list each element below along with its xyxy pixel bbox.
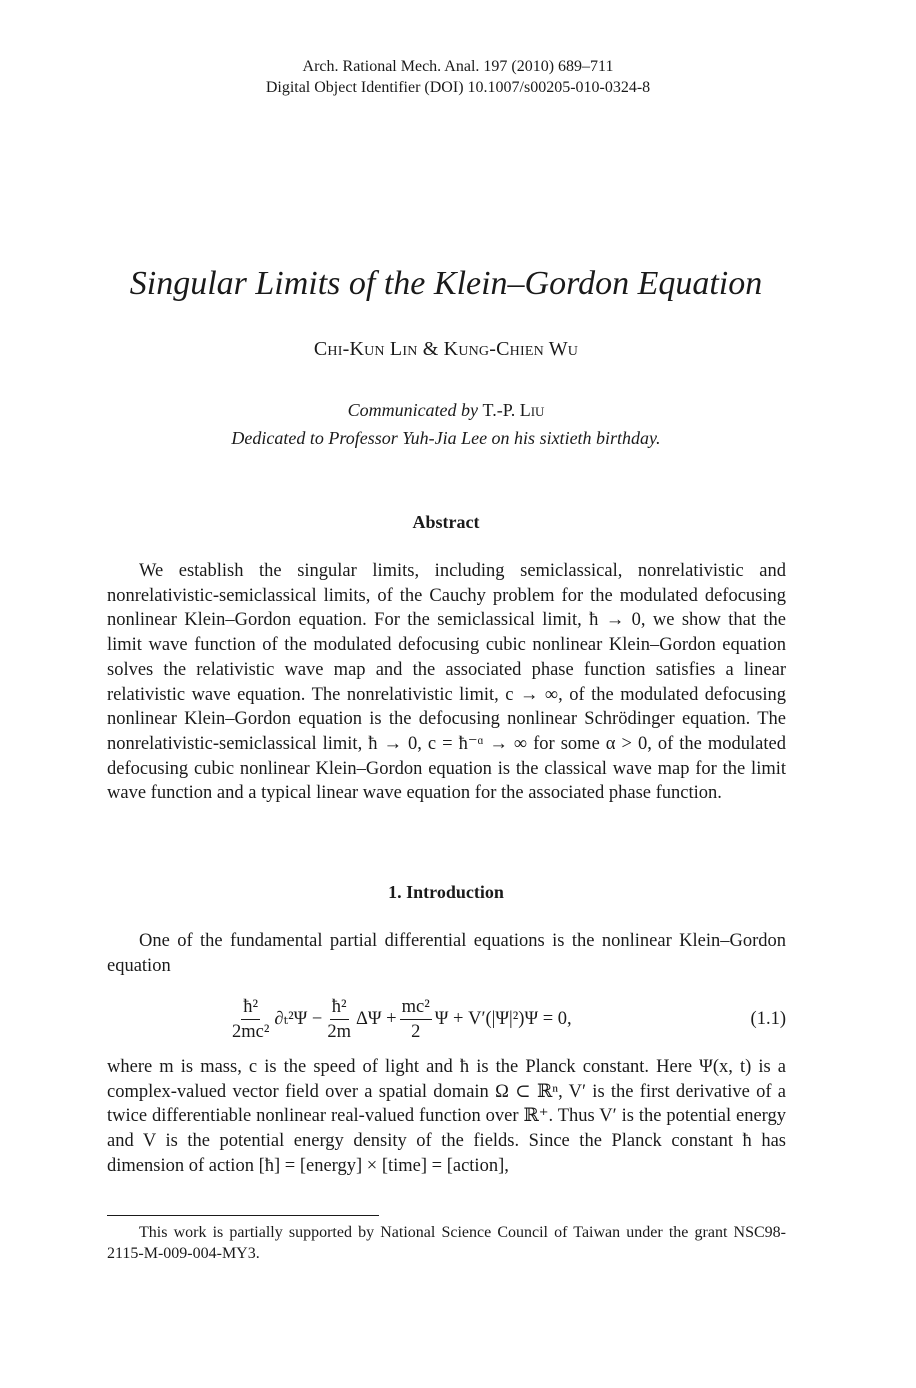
footnote-divider: [107, 1215, 379, 1216]
footnote: This work is partially supported by National Science Council of Taiwan under the grant NSC98-2115-M-009-004-MY3.: [107, 1224, 786, 1262]
fraction-denominator: 2mc²: [232, 1021, 270, 1042]
fraction-hbar-over-2m: [325, 995, 353, 1044]
dedication: Dedicated to Professor Yuh-Jia Lee on his sixtieth birthday.: [231, 428, 661, 448]
doi-line: Digital Object Identifier (DOI) 10.1007/s00205-010-0324-8: [265, 79, 651, 96]
fraction-hbar-over-2mc2: [230, 995, 271, 1044]
introduction-paragraph-1: One of the fundamental partial differential equations is the nonlinear Klein–Gordon equation: [107, 931, 786, 976]
abstract-heading: Abstract: [412, 512, 480, 532]
equation-term: Ψ + V′(|Ψ|²)Ψ = 0,: [434, 1008, 572, 1029]
equation-term: ΔΨ +: [356, 1008, 397, 1029]
equation-body: [227, 990, 572, 1048]
fraction-mc2-over-2: [400, 995, 432, 1044]
fraction-denominator: 2: [411, 1021, 421, 1042]
paper-title: Singular Limits of the Klein–Gordon Equation: [129, 265, 763, 302]
fraction-numerator: mc²: [400, 995, 432, 1020]
fraction-denominator: 2m: [327, 1021, 352, 1042]
equation-term: ∂ₜ²Ψ −: [274, 1009, 323, 1029]
introduction-heading: 1. Introduction: [388, 882, 504, 902]
equation-1-1: [107, 990, 786, 1048]
equation-label: (1.1): [750, 1009, 786, 1029]
journal-reference: Arch. Rational Mech. Anal. 197 (2010) 689–711: [302, 58, 614, 75]
communicated-line: [0, 398, 892, 422]
fraction-numerator: ħ²: [330, 995, 349, 1020]
communicated-prefix: Communicated by: [347, 400, 479, 420]
authors: Chi-Kun Lin & Kung-Chien Wu: [313, 338, 579, 360]
communicated-name: T.-P. Liu: [482, 400, 545, 420]
abstract-text: We establish the singular limits, including semiclassical, nonrelativistic and nonrelativistic-semiclassical limits, of the Cauchy problem for the modulated defocusing nonlinear Klein–Gordon equation. For the semiclassical limit, ħ → 0, we show that the limit wave function of the modulated defocusing cubic nonlinear Klein–Gordon equation solves the relativistic wave map and the associated phase function satisfies a linear relativistic wave equation. The nonrelativistic limit, c → ∞, of the modulated defocusing nonlinear Klein–Gordon equation is the defocusing nonlinear Schrödinger equation. The nonrelativistic-semiclassical limit, ħ → 0, c = ħ⁻ᵅ → ∞ for some α > 0, of the modulated defocusing cubic nonlinear Klein–Gordon equation is the classical wave map for the limit wave function and a typical linear wave equation for the associated phase function.: [107, 561, 786, 804]
introduction-paragraph-2: where m is mass, c is the speed of light and ħ is the Planck constant. Here Ψ(x, t) is a complex-valued vector field over a spatial domain Ω ⊂ ℝⁿ, V′ is the first derivative of a twice differentiable nonlinear real-valued function over ℝ⁺. Thus V′ is the potential energy and V is the potential energy density of the fields. Since the Planck constant ħ has dimension of action [ħ] = [energy] × [time] = [action],: [107, 1057, 786, 1176]
fraction-numerator: ħ²: [241, 995, 260, 1020]
